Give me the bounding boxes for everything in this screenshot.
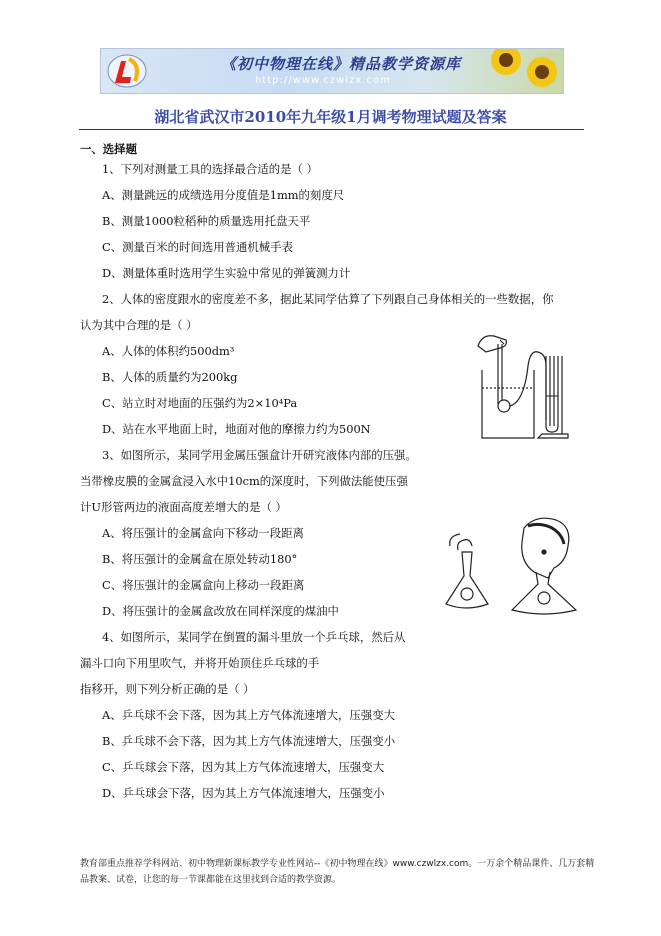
question-1-option-b: B、测量1000粒稻种的质量选用托盘天平 xyxy=(102,214,311,228)
question-4-stem: 4、如图所示，某同学在倒置的漏斗里放一个乒乓球，然后从 xyxy=(102,630,406,644)
question-3-option-b: B、将压强计的金属盒在原处转动180° xyxy=(102,552,298,566)
question-2-option-a: A、人体的体积约500dm³ xyxy=(102,344,235,358)
question-1-option-a: A、测量跳远的成绩选用分度值是1mm的刻度尺 xyxy=(102,188,345,202)
question-2-stem: 2、人体的密度跟水的密度差不多，据此某同学估算了下列跟自己身体相关的一些数据，你 xyxy=(102,292,554,306)
banner-title: 《初中物理在线》精品教学资源库 xyxy=(221,55,462,73)
question-4-option-d: D、乒乓球会下落，因为其上方气体流速增大，压强变小 xyxy=(102,786,385,800)
question-3-stem: 3、如图所示，某同学用金属压强盒计开研究液体内部的压强。 xyxy=(102,448,417,462)
question-4-option-c: C、乒乓球会下落，因为其上方气体流速增大，压强变大 xyxy=(102,760,385,774)
title-divider xyxy=(79,129,584,130)
question-2-stem-cont: 认为其中合理的是（ ） xyxy=(80,318,198,332)
question-4-option-a: A、乒乓球不会下落，因为其上方气体流速增大，压强变大 xyxy=(102,708,395,722)
question-1-option-c: C、测量百米的时间选用普通机械手表 xyxy=(102,240,293,254)
question-1-stem: 1、下列对测量工具的选择最合适的是（ ） xyxy=(102,162,318,176)
funnel-ball-figure xyxy=(440,512,592,618)
section-heading: 一、选择题 xyxy=(80,142,137,156)
question-2-option-b: B、人体的质量约为200kg xyxy=(102,370,238,384)
question-3-option-a: A、将压强计的金属盒向下移动一段距离 xyxy=(102,526,304,540)
question-3-stem-cont2: 计U形管两边的液面高度差增大的是（ ） xyxy=(80,500,287,514)
question-4-option-b: B、乒乓球不会下落，因为其上方气体流速增大，压强变小 xyxy=(102,734,396,748)
document-title: 湖北省武汉市2010年九年级1月调考物理试题及答案 xyxy=(154,108,507,126)
question-1-option-d: D、测量体重时选用学生实验中常见的弹簧测力计 xyxy=(102,266,351,280)
sunflower-icon xyxy=(525,55,559,89)
question-3-option-d: D、将压强计的金属盒改放在同样深度的煤油中 xyxy=(102,604,339,618)
question-3-option-c: C、将压强计的金属盒向上移动一段距离 xyxy=(102,578,305,592)
page-footer: 教育部重点推荐学科网站、初中物理新课标教学专业性网站--《初中物理在线》www.czwlzx.com。一万余个精品课件、几万套精品教案、试卷，让您的每一节课都能在这里找到合适的教学资源。 xyxy=(80,859,595,885)
sunflower-icon xyxy=(489,48,523,77)
question-2-option-c: C、站立时对地面的压强约为2×10⁴Pa xyxy=(102,396,298,410)
question-2-option-d: D、站在水平地面上时，地面对他的摩擦力约为500N xyxy=(102,422,371,436)
question-4-stem-cont2: 指移开，则下列分析正确的是（ ） xyxy=(80,682,255,696)
question-3-stem-cont: 当带橡皮膜的金属盒浸入水中10cm的深度时，下列做法能使压强 xyxy=(80,474,408,488)
header-banner xyxy=(100,48,564,94)
site-logo-icon xyxy=(107,53,147,89)
pressure-gauge-figure xyxy=(472,326,580,444)
banner-url: http://www.czwlzx.com xyxy=(255,75,391,86)
question-4-stem-cont: 漏斗口向下用里吹气，并将开始顶住乒乓球的手 xyxy=(80,656,320,670)
